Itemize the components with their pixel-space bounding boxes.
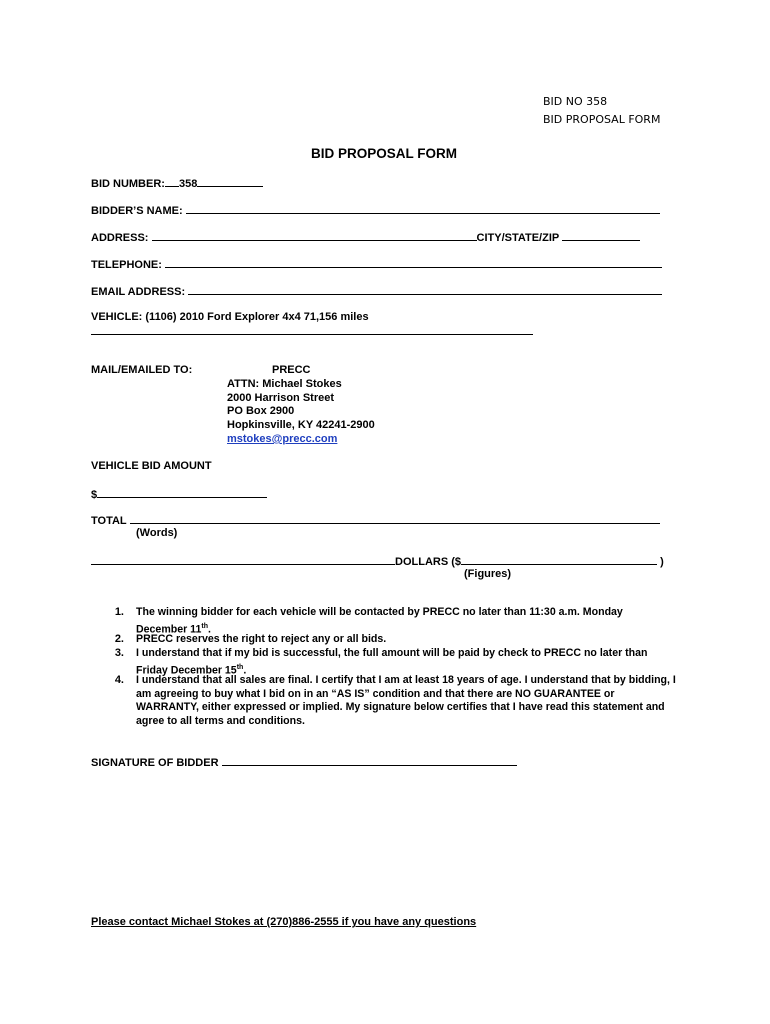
term-number: 1. <box>114 606 124 618</box>
bid-number-value: 358 <box>178 178 198 190</box>
figures-label: (Figures) <box>464 568 512 580</box>
header-bid-no: BID NO 358 <box>543 95 608 108</box>
term-text-end: . <box>207 623 211 636</box>
dollars-words-field[interactable] <box>91 554 395 565</box>
mail-label: MAIL/EMAILED TO: <box>91 364 193 376</box>
bidders-name-label: BIDDER’S NAME: <box>91 205 183 217</box>
mail-email-link[interactable]: mstokes@precc.com <box>227 433 338 445</box>
address-field[interactable] <box>152 230 477 241</box>
term-item <box>136 633 676 647</box>
mail-org: PRECC <box>272 364 311 376</box>
mail-street: 2000 Harrison Street <box>227 392 334 404</box>
signature-row <box>91 755 517 769</box>
footer-contact: Please contact Michael Stokes at (270)886-2555 if you have any questions <box>91 916 477 928</box>
mail-attn: ATTN: Michael Stokes <box>227 378 342 390</box>
bid-number-label: BID NUMBER: <box>91 178 165 190</box>
telephone-row <box>91 257 662 271</box>
term-text: PRECC reserves the right to reject any or all bids. <box>136 633 387 645</box>
term-text: I understand that if my bid is successful, the full amount will be paid by check to PRECC no later than Friday December 15 <box>136 647 648 677</box>
signature-field[interactable] <box>222 755 517 766</box>
total-row <box>91 513 660 527</box>
term-number: 4. <box>114 674 124 686</box>
bid-amount-row <box>91 487 267 501</box>
words-label: (Words) <box>136 527 178 539</box>
signature-label: SIGNATURE OF BIDDER <box>91 757 219 769</box>
term-superscript: th <box>236 663 244 671</box>
bid-amount-label: VEHICLE BID AMOUNT <box>91 460 212 472</box>
total-words-field[interactable] <box>130 513 660 524</box>
dollars-label: DOLLARS ($ <box>395 556 461 568</box>
email-field[interactable] <box>188 284 662 295</box>
bid-number-row <box>91 176 263 190</box>
address-label: ADDRESS: <box>91 232 149 244</box>
bid-number-trail-line <box>197 176 263 187</box>
dollars-figures-field[interactable] <box>461 554 657 565</box>
email-row <box>91 284 662 298</box>
telephone-label: TELEPHONE: <box>91 259 162 271</box>
bid-number-lead-line <box>165 176 179 187</box>
email-label: EMAIL ADDRESS: <box>91 286 186 298</box>
telephone-field[interactable] <box>165 257 662 268</box>
bid-amount-field[interactable] <box>97 487 267 498</box>
term-superscript: th <box>201 622 208 630</box>
vehicle-line: VEHICLE: (1106) 2010 Ford Explorer 4x4 71,156 miles <box>91 311 369 323</box>
bidders-name-row <box>91 203 660 217</box>
address-row <box>91 230 640 244</box>
city-state-zip-label: CITY/STATE/ZIP <box>476 232 560 244</box>
bidders-name-field[interactable] <box>186 203 660 214</box>
term-number: 2. <box>114 633 124 645</box>
term-text: I understand that all sales are final. I certify that I am at least 18 years of age. I understand that by bidding, I am agreeing to buy what I bid on in an “AS IS” condition and that there are NO GUARANTEE or WARRANTY, either expressed or implied. My signature below certifies that I have read this statement and agree to all terms and conditions. <box>136 674 676 727</box>
term-text-end: . <box>243 664 247 677</box>
dollars-row <box>91 554 664 568</box>
term-text: The winning bidder for each vehicle will be contacted by PRECC no later than 11:30 a.m. Monday December 11 <box>136 606 623 636</box>
total-label: TOTAL <box>91 515 127 527</box>
term-item <box>136 674 676 728</box>
page-title: BID PROPOSAL FORM <box>311 146 458 161</box>
mail-city: Hopkinsville, KY 42241-2900 <box>227 419 375 431</box>
city-state-zip-field[interactable] <box>562 230 640 241</box>
dollar-sign: $ <box>91 489 98 501</box>
header-form-name: BID PROPOSAL FORM <box>543 113 661 126</box>
term-number: 3. <box>114 647 124 659</box>
close-paren: ) <box>660 556 664 568</box>
vehicle-underline <box>91 334 533 335</box>
mail-pobox: PO Box 2900 <box>227 405 295 417</box>
